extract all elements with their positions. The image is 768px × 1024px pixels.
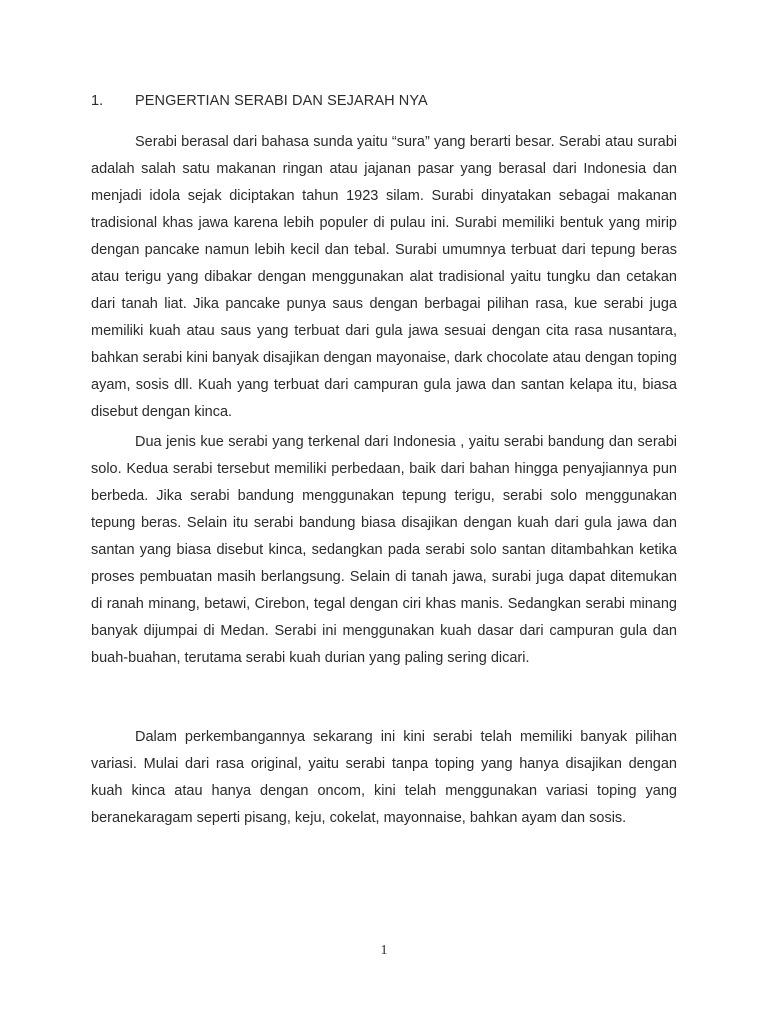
paragraph-3: Dalam perkembangannya sekarang ini kini serabi telah memiliki banyak pilihan variasi. Mulai dari rasa original, yaitu serabi tanpa toping yang hanya disajikan dengan kuah kinca atau hanya dengan oncom, kini telah menggunakan variasi toping yang beranekaragam seperti pisang, keju, cokelat, mayonnaise, bahkan ayam dan sosis. bbox=[91, 729, 677, 826]
paragraph-1: Serabi berasal dari bahasa sunda yaitu “sura” yang berarti besar. Serabi atau surabi adalah salah satu makanan ringan atau jajanan pasar yang berasal dari Indonesia dan menjadi idola sejak diciptakan tahun 1923 silam. Surabi dinyatakan sebagai makanan tradisional khas jawa karena lebih populer di pulau ini. Surabi memiliki bentuk yang mirip dengan pancake namun lebih kecil dan tebal. Surabi umumnya terbuat dari tepung beras atau terigu yang dibakar dengan menggunakan alat tradisional yaitu tungku dan cetakan dari tanah liat. Jika pancake punya saus dengan berbagai pilihan rasa, kue serabi juga memiliki kuah atau saus yang terbuat dari gula jawa sesuai dengan cita rasa nusantara, bahkan serabi kini banyak disajikan dengan mayonaise, dark chocolate atau dengan toping ayam, sosis dll. Kuah yang terbuat dari campuran gula jawa dan santan kelapa itu, biasa disebut dengan kinca. bbox=[91, 134, 677, 420]
page-number: 1 bbox=[380, 943, 388, 958]
paragraph-2: Dua jenis kue serabi yang terkenal dari Indonesia , yaitu serabi bandung dan serabi solo. Kedua serabi tersebut memiliki perbedaan, baik dari bahan hingga penyajiannya pun berbeda. Jika serabi bandung menggunakan tepung terigu, serabi solo menggunakan tepung beras. Selain itu serabi bandung biasa disajikan dengan kuah dari gula jawa dan santan yang biasa disebut kinca, sedangkan pada serabi solo santan ditambahkan ketika proses pembuatan masih berlangsung. Selain di tanah jawa, surabi juga dapat ditemukan di ranah minang, betawi, Cirebon, tegal dengan ciri khas manis. Sedangkan serabi minang banyak dijumpai di Medan. Serabi ini menggunakan kuah dasar dari campuran gula dan buah-buahan, terutama serabi kuah durian yang paling sering dicari. bbox=[91, 434, 677, 666]
section-title: PENGERTIAN SERABI DAN SEJARAH NYA bbox=[135, 93, 428, 109]
section-heading bbox=[91, 93, 428, 109]
section-number: 1. bbox=[91, 93, 104, 109]
